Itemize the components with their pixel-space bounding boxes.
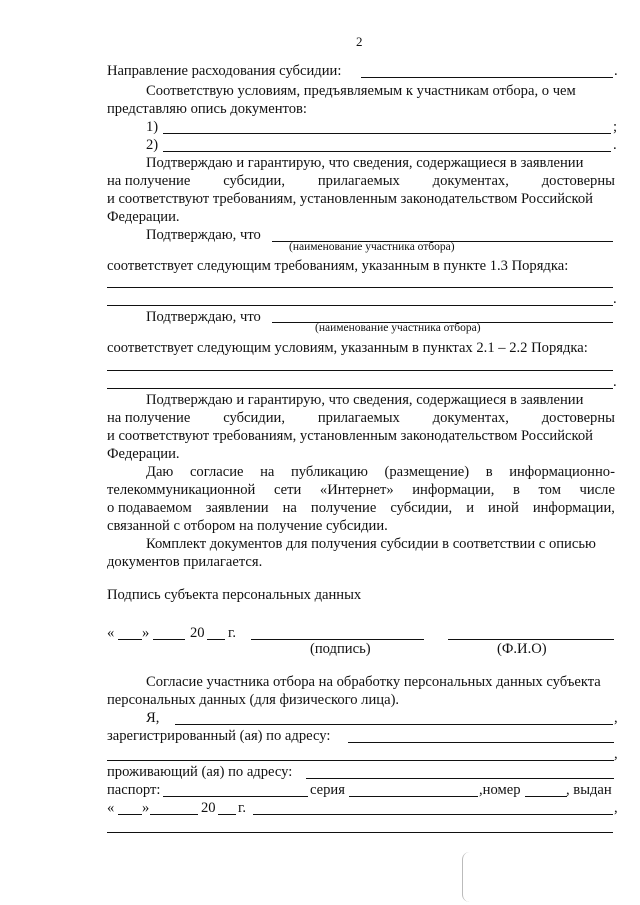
guarantee-text: Федерации. (107, 446, 180, 462)
direction-label: Направление расходования субсидии: (107, 63, 342, 79)
confirm-prefix: Подтверждаю, что (146, 309, 261, 325)
scan-mark (462, 852, 477, 902)
passport-field[interactable] (163, 796, 308, 797)
requirements-field[interactable] (107, 305, 613, 306)
issue-month-field[interactable] (150, 814, 198, 815)
series-field[interactable] (349, 796, 478, 797)
confirm-text: соответствует следующим требованиям, указанным в пункте 1.3 Порядка: (107, 258, 569, 274)
pd-consent-text: персональных данных (для физического лица). (107, 692, 400, 708)
participant-name-caption: (наименование участника отбора) (289, 241, 455, 253)
year-field[interactable] (207, 639, 225, 640)
issued-label: , выдан (566, 782, 612, 798)
signature-caption: (подпись) (310, 641, 371, 657)
residing-address-field[interactable] (306, 778, 614, 779)
confirm-prefix: Подтверждаю, что (146, 227, 261, 243)
month-field[interactable] (153, 639, 185, 640)
registered-address-label: зарегистрированный (ая) по адресу: (107, 728, 331, 744)
issue-year-field[interactable] (218, 814, 236, 815)
residing-address-label: проживающий (ая) по адресу: (107, 764, 293, 780)
number-field[interactable] (525, 796, 567, 797)
pd-consent-text: Согласие участника отбора на обработку персональных данных субъекта (146, 674, 601, 690)
confirm-text: соответствует следующим условиям, указанным в пунктах 2.1 – 2.2 Порядка: (107, 340, 588, 356)
consent-publication-text: Даю согласие на публикацию (размещение) в информационно- (146, 464, 615, 480)
doc-list-field[interactable] (163, 133, 611, 134)
requirements-field[interactable] (107, 287, 613, 288)
doc-list-number: 1) (146, 119, 159, 135)
issued-by-field[interactable] (253, 814, 613, 815)
passport-label: паспорт: (107, 782, 161, 798)
document-page: 2 Направление расходования субсидии: . Соответствую условиям, предъявляемым к участникам отбора, о чем представляю опись документов: 1) ; 2) . Подтверждаю и гарантирую, что сведения, содержащиеся в заявлении на получение субсидии, прилагаемых документах, достоверны и соответствуют требованиям, установленным законодательством Российской Федерации. Подтверждаю, что (наименование участника отбора) соответствует следующим требованиям, указанным в пункте 1.3 Порядка: . Подтверждаю, что (наименование участника отбора) соответствует следующим условиям, указанным в пунктах 2.1 – 2.2 Порядка: . Подтверждаю и гарантирую, что сведения, содержащиеся в заявлении на получение субсидии, прилагаемых документах, достоверны и соответствуют требованиям, установленным законодательством Российской Федерации. Даю согласие на публикацию (размещение) в информационно- телекоммуникационной сети «Интернет» информации, в том числе о подаваемом заявлении на получение субсидии, и иной информации, связанной с отбором на получение субсидии. Комплект документов для получения субсидии в соответствии с описью документов прилагается. Подпись субъекта персональных данных « » 20 г. (подпись) (Ф.И.О) Согласие участника отбора на обработку персональных данных субъекта персональных данных (для физического лица). Я, , зарегистрированный (ая) по адресу: , проживающий (ая) по адресу: паспорт: серия ,номер , выдан « » 20 г. , (0, 0, 640, 905)
registered-address-field[interactable] (107, 760, 614, 761)
number-label: ,номер (479, 782, 521, 798)
guarantee-text: на получение субсидии, прилагаемых документах, достоверны (107, 410, 615, 426)
guarantee-text: и соответствуют требованиям, установленным законодательством Российской (107, 428, 593, 444)
issued-by-field[interactable] (107, 832, 613, 833)
conformity-text: Соответствую условиям, предъявляемым к участникам отбора, о чем (146, 83, 576, 99)
package-text: документов прилагается. (107, 554, 263, 570)
full-name-field[interactable] (175, 724, 613, 725)
issue-day-field[interactable] (118, 814, 142, 815)
guarantee-text: на получение субсидии, прилагаемых документах, достоверны (107, 173, 615, 189)
doc-list-field[interactable] (163, 151, 611, 152)
doc-list-number: 2) (146, 137, 159, 153)
participant-name-caption: (наименование участника отбора) (315, 322, 481, 334)
consent-publication-text: телекоммуникационной сети «Интернет» информации, в том числе (107, 482, 615, 498)
guarantee-text: Федерации. (107, 209, 180, 225)
guarantee-text: Подтверждаю и гарантирую, что сведения, содержащиеся в заявлении (146, 155, 584, 171)
package-text: Комплект документов для получения субсидии в соответствии с описью (146, 536, 596, 552)
conditions-field[interactable] (107, 388, 613, 389)
consent-publication-text: о подаваемом заявлении на получение субсидии, и иной информации, (107, 500, 615, 516)
fio-caption: (Ф.И.О) (497, 641, 547, 657)
guarantee-text: Подтверждаю и гарантирую, что сведения, содержащиеся в заявлении (146, 392, 584, 408)
day-field[interactable] (118, 639, 142, 640)
conditions-field[interactable] (107, 370, 613, 371)
conformity-text: представляю опись документов: (107, 101, 307, 117)
direction-field[interactable] (361, 77, 613, 78)
guarantee-text: и соответствуют требованиям, установленным законодательством Российской (107, 191, 593, 207)
signature-section-title: Подпись субъекта персональных данных (107, 587, 362, 603)
consent-publication-text: связанной с отбором на получение субсидии. (107, 518, 388, 534)
page-number: 2 (356, 34, 363, 49)
series-label: серия (310, 782, 345, 798)
registered-address-field[interactable] (348, 742, 614, 743)
